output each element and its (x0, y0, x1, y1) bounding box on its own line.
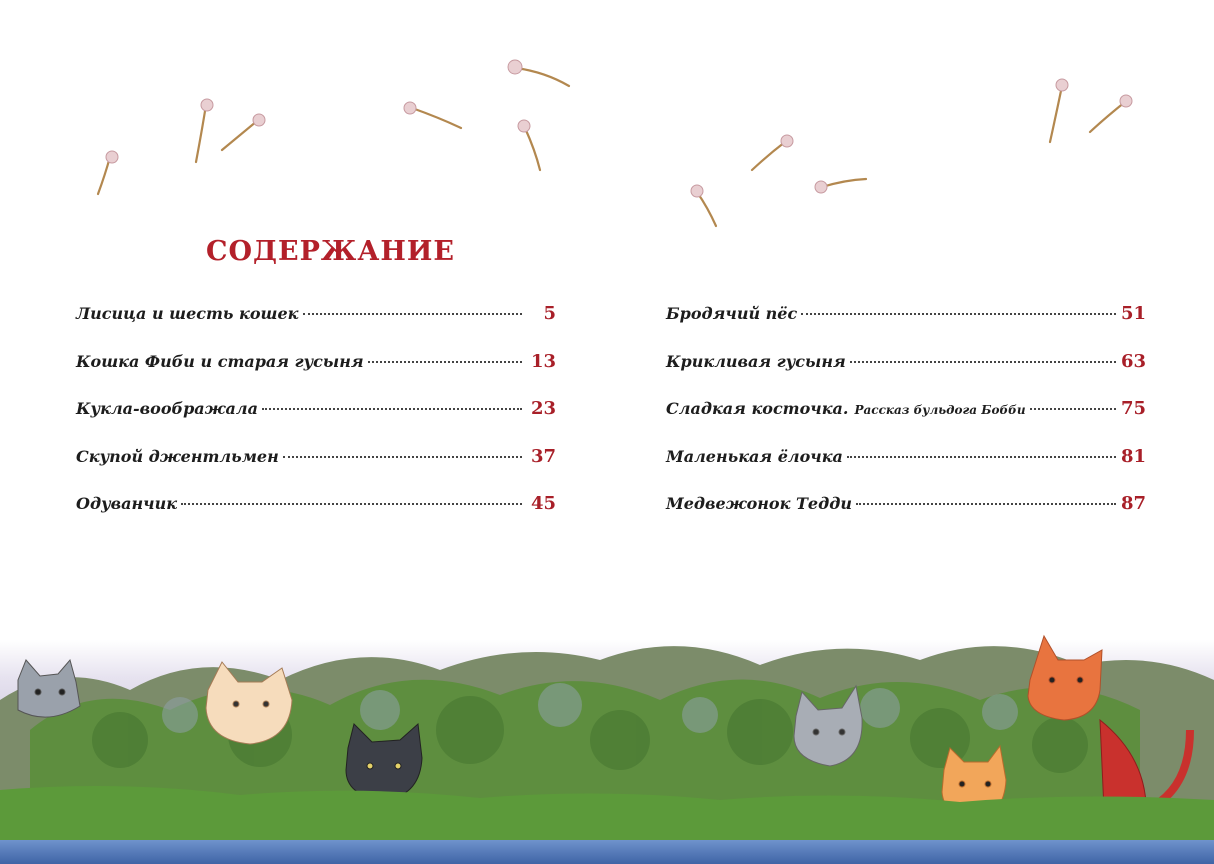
dot-leader (1030, 408, 1116, 410)
toc-entry-title: Бродячий пёс (666, 304, 798, 323)
toc-entry-title: Маленькая ёлочка (666, 446, 843, 466)
toc-entry[interactable] (666, 446, 1146, 494)
dot-leader (303, 313, 523, 315)
toc-right-column (666, 303, 1146, 541)
dot-leader (368, 361, 522, 363)
cats-in-hedge-illustration (0, 620, 1214, 864)
toc-entry-subtitle: Рассказ бульдога Бобби (854, 403, 1026, 417)
toc-left-column (76, 303, 556, 541)
contents-title: СОДЕРЖАНИЕ (206, 236, 455, 267)
toc-entry-title: Одуванчик (76, 494, 178, 513)
toc-entry[interactable] (666, 351, 1146, 399)
toc-entry[interactable] (666, 398, 1146, 446)
toc-entry-page: 5 (543, 303, 556, 324)
toc-entry-page: 87 (1120, 493, 1146, 514)
toc-entry-page: 81 (1120, 445, 1146, 467)
toc-entry[interactable] (76, 303, 556, 351)
toc-entry-page: 45 (530, 493, 556, 514)
toc-entry-page: 37 (530, 445, 556, 467)
dot-leader (283, 456, 522, 458)
toc-entry-page: 63 (1120, 350, 1146, 372)
toc-entry-page: 13 (530, 350, 556, 372)
toc-entry-title: Сладкая косточка. (666, 399, 849, 418)
toc-entry-title: Кошка Фиби и старая гусыня (76, 351, 364, 371)
dot-leader (181, 503, 522, 505)
toc-entry-title: Крикливая гусыня (666, 351, 846, 371)
toc-entry-title: Скупой джентльмен (76, 446, 279, 466)
toc-entry-page: 75 (1120, 398, 1146, 419)
toc-entry-page: 51 (1120, 303, 1146, 324)
toc-entry-page: 23 (530, 398, 556, 419)
dandelion-seeds-illustration (0, 0, 1214, 240)
toc-entry-title: Лисица и шесть кошек (76, 304, 299, 323)
dot-leader (847, 456, 1116, 458)
dot-leader (262, 408, 522, 410)
toc-entry-title: Кукла-воображала (76, 399, 258, 418)
toc-entry[interactable] (76, 398, 556, 446)
dot-leader (856, 503, 1116, 505)
toc-entry[interactable] (76, 446, 556, 494)
dot-leader (801, 313, 1116, 315)
toc-entry[interactable] (666, 303, 1146, 351)
water-strip (0, 840, 1214, 864)
dot-leader (850, 361, 1116, 363)
toc-entry[interactable] (666, 493, 1146, 541)
toc-entry[interactable] (76, 351, 556, 399)
toc-entry-title: Медвежонок Тедди (666, 494, 852, 513)
toc-entry[interactable] (76, 493, 556, 541)
